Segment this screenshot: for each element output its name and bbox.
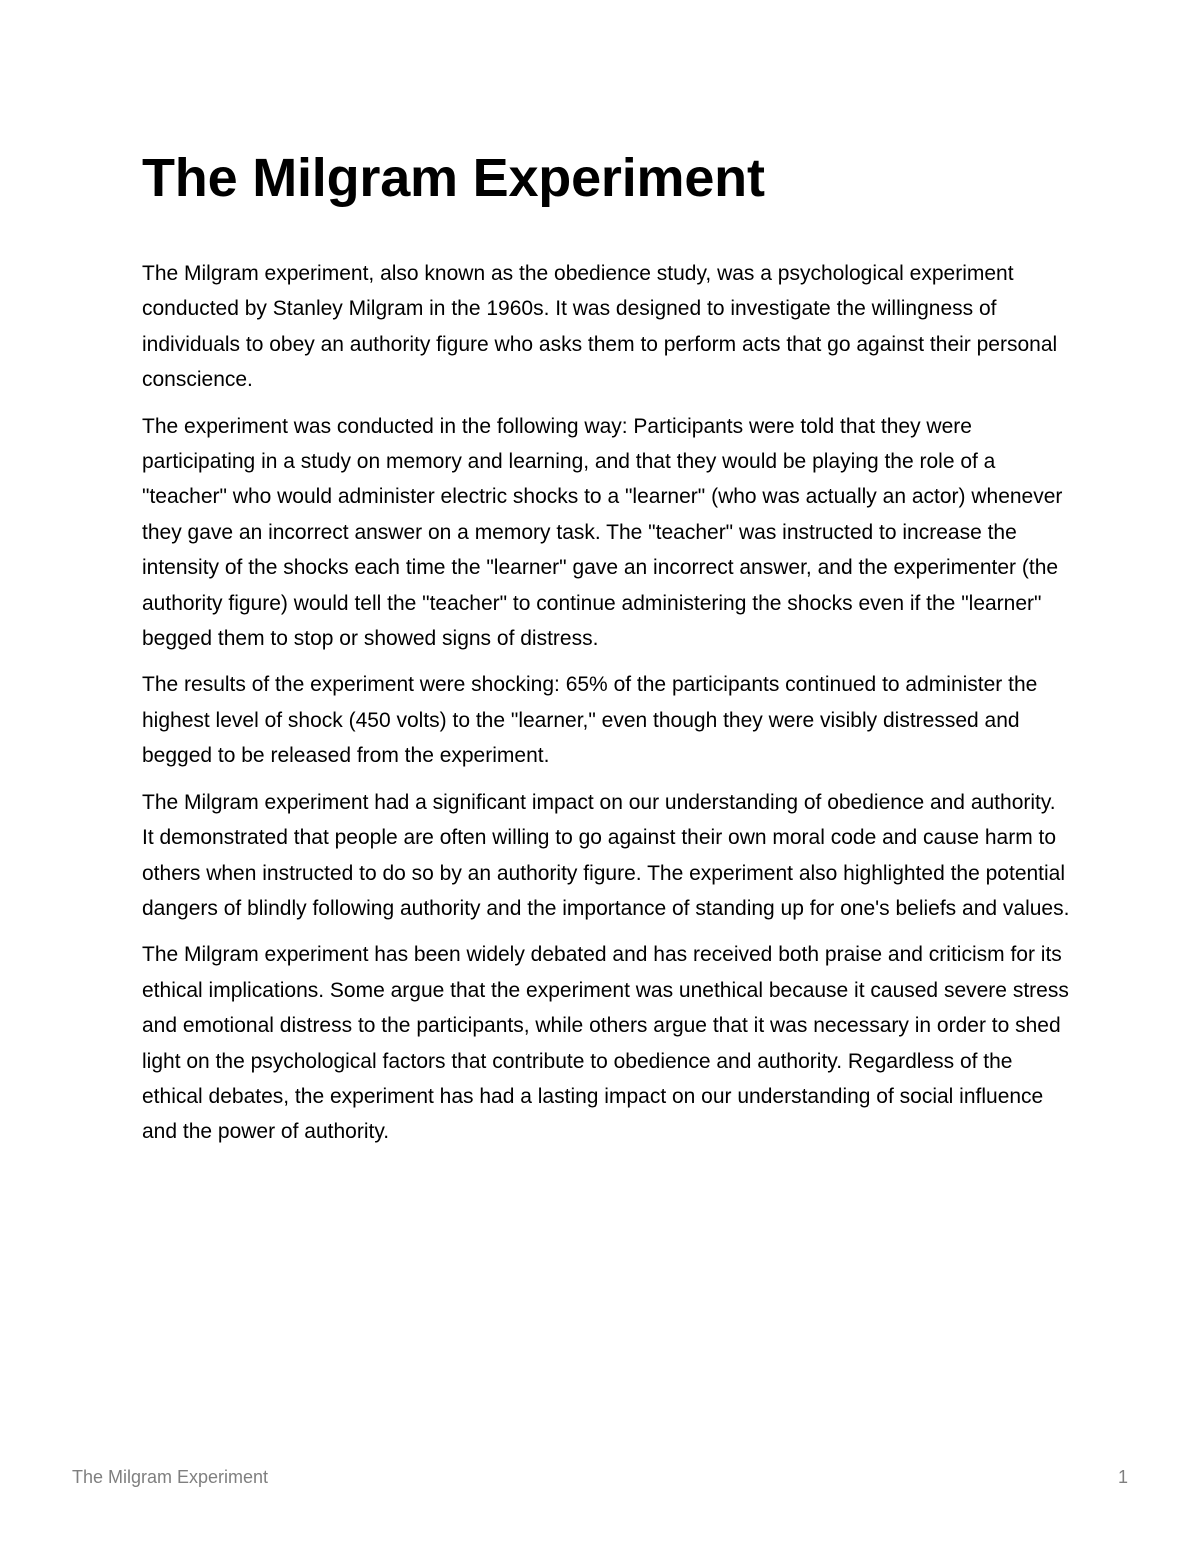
paragraph-method: The experiment was conducted in the following way: Participants were told that they were participating in a study on memory and learning, and that they would be playing the role of a "teacher" who would administer electric shocks to a "learner" (who was actually an actor) whenever they gave an incorrect answer on a memory task. The "teacher" was instructed to increase the intensity of the shocks each time the "learner" gave an incorrect answer, and the experimenter (the authority figure) would tell the "teacher" to continue administering the shocks even if the "learner" begged them to stop or showed signs of distress. [142,414,1063,651]
document-body [142,256,1072,1161]
footer-title: The Milgram Experiment [72,1467,269,1487]
paragraph-results: The results of the experiment were shocking: 65% of the participants continued to administer the highest level of shock (450 volts) to the "learner," even though they were visibly distressed and begged to be released from the experiment. [142,673,1038,768]
page-title: The Milgram Experiment [142,148,765,208]
paragraph-impact: The Milgram experiment had a significant impact on our understanding of obedience and authority. It demonstrated that people are often willing to go against their own moral code and cause harm to others when instructed to do so by an authority figure. The experiment also highlighted the potential dangers of blindly following authority and the importance of standing up for one's beliefs and values. [142,790,1070,920]
paragraph-intro: The Milgram experiment, also known as the obedience study, was a psychological experiment conducted by Stanley Milgram in the 1960s. It was designed to investigate the willingness of individuals to obey an authority figure who asks them to perform acts that go against their personal conscience. [142,262,1058,392]
page-number: 1 [1117,1467,1128,1487]
paragraph-ethics: The Milgram experiment has been widely debated and has received both praise and criticism for its ethical implications. Some argue that the experiment was unethical because it caused severe stress and emotional distress to the participants, while others argue that it was necessary in order to shed light on the psychological factors that contribute to obedience and authority. Regardless of the ethical debates, the experiment has had a lasting impact on our understanding of social influence and the power of authority. [142,943,1069,1144]
